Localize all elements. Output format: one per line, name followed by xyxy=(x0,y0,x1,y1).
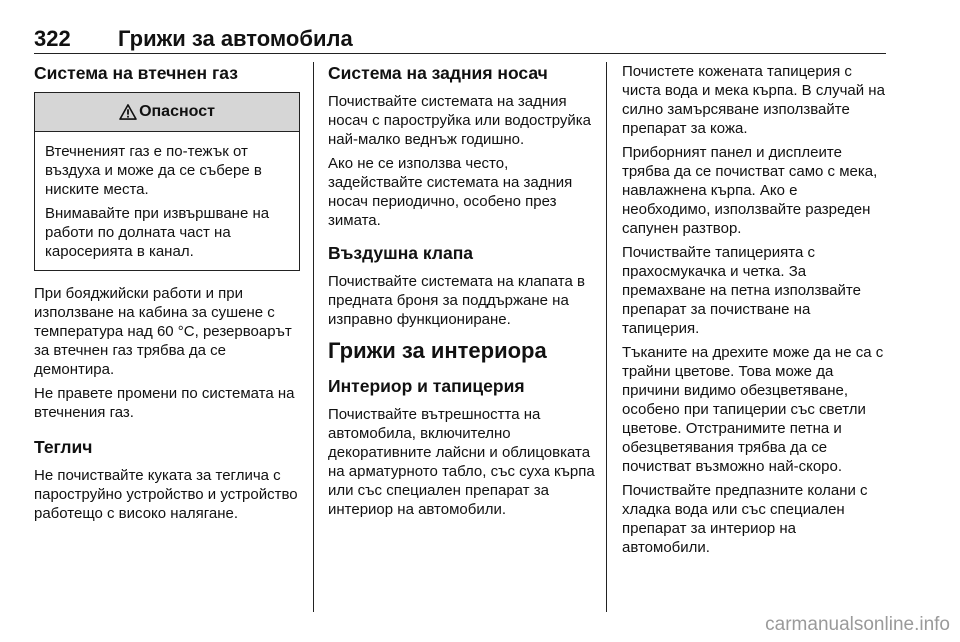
body-paragraph: Не правете промени по системата на втечнения газ. xyxy=(34,385,295,421)
body-paragraph: Не почиствайте куката за теглича с пароструйно устройство и устройство работещо с високо налягане. xyxy=(34,467,298,522)
danger-box xyxy=(34,92,300,271)
body-paragraph: Почиствайте системата на задния носач с пароструйка или водоструйка най-малко веднъж годишно. xyxy=(328,93,592,148)
header-divider xyxy=(34,53,886,54)
watermark: carmanualsonline.info xyxy=(765,614,950,635)
danger-text: Втечненият газ е по-тежък от въздуха и може да се събере в ниските места. xyxy=(45,143,262,198)
column-1 xyxy=(34,62,300,528)
body-paragraph: Почиствайте вътрешността на автомобила, включително декоративните лайсни и облицовката на арматурното табло, със суха кърпа или със специален препарат за интериор на автомобили. xyxy=(328,406,595,518)
interior-upholstery-heading: Интериор и тапицерия xyxy=(328,376,525,396)
body-paragraph: Почистете кожената тапицерия с чиста вода и мека кърпа. В случай на силно замърсяване използвайте препарат за кожа. xyxy=(622,63,885,137)
page-header xyxy=(34,26,886,56)
air-flap-heading: Въздушна клапа xyxy=(328,243,474,263)
page-title: Грижи за автомобила xyxy=(118,26,353,51)
interior-care-heading: Грижи за интериора xyxy=(328,338,547,363)
body-paragraph: Тъканите на дрехите може да не са с трайни цветове. Това може да причини видимо обезцветяване, особено при тапицерии със светли цветове. Отстранимите петна и обезцветявания трябва да се почистват възможно най-скоро. xyxy=(622,344,884,475)
warning-triangle-icon xyxy=(119,104,137,120)
body-paragraph: Почиствайте предпазните колани с хладка вода или със специален препарат за интериор на автомобили. xyxy=(622,482,868,556)
lpg-system-heading: Система на втечнен газ xyxy=(34,63,238,83)
danger-box-header xyxy=(35,93,299,132)
page-number: 322 xyxy=(34,26,71,51)
danger-box-body xyxy=(35,132,299,270)
rear-carrier-heading: Система на задния носач xyxy=(328,63,548,83)
tow-bar-heading: Теглич xyxy=(34,437,93,457)
column-divider-1 xyxy=(313,62,314,612)
body-paragraph: Ако не се използва често, задействайте системата на задния носач периодично, особено през зимата. xyxy=(328,155,573,229)
body-paragraph: Почиствайте системата на клапата в предната броня за поддържане на изправно функциониране. xyxy=(328,273,585,328)
column-3 xyxy=(622,62,888,562)
danger-label: Опасност xyxy=(139,103,215,120)
column-divider-2 xyxy=(606,62,607,612)
danger-text: Внимавайте при извършване на работи по долната част на каросерията в канал. xyxy=(45,205,270,260)
body-paragraph: Почиствайте тапицерията с прахосмукачка и четка. За премахване на петна използвайте препарат за почистване на тапицерия. xyxy=(622,244,861,337)
column-2 xyxy=(328,62,598,524)
body-paragraph: Приборният панел и дисплеите трябва да се почистват само с мека, навлажнена кърпа. Ако е необходимо, използвайте разреден сапунен разтвор. xyxy=(622,144,878,237)
body-paragraph: При бояджийски работи и при използване на кабина за сушене с температура над 60 °C, резервоарът за втечнен газ трябва да се демонтира. xyxy=(34,285,292,378)
